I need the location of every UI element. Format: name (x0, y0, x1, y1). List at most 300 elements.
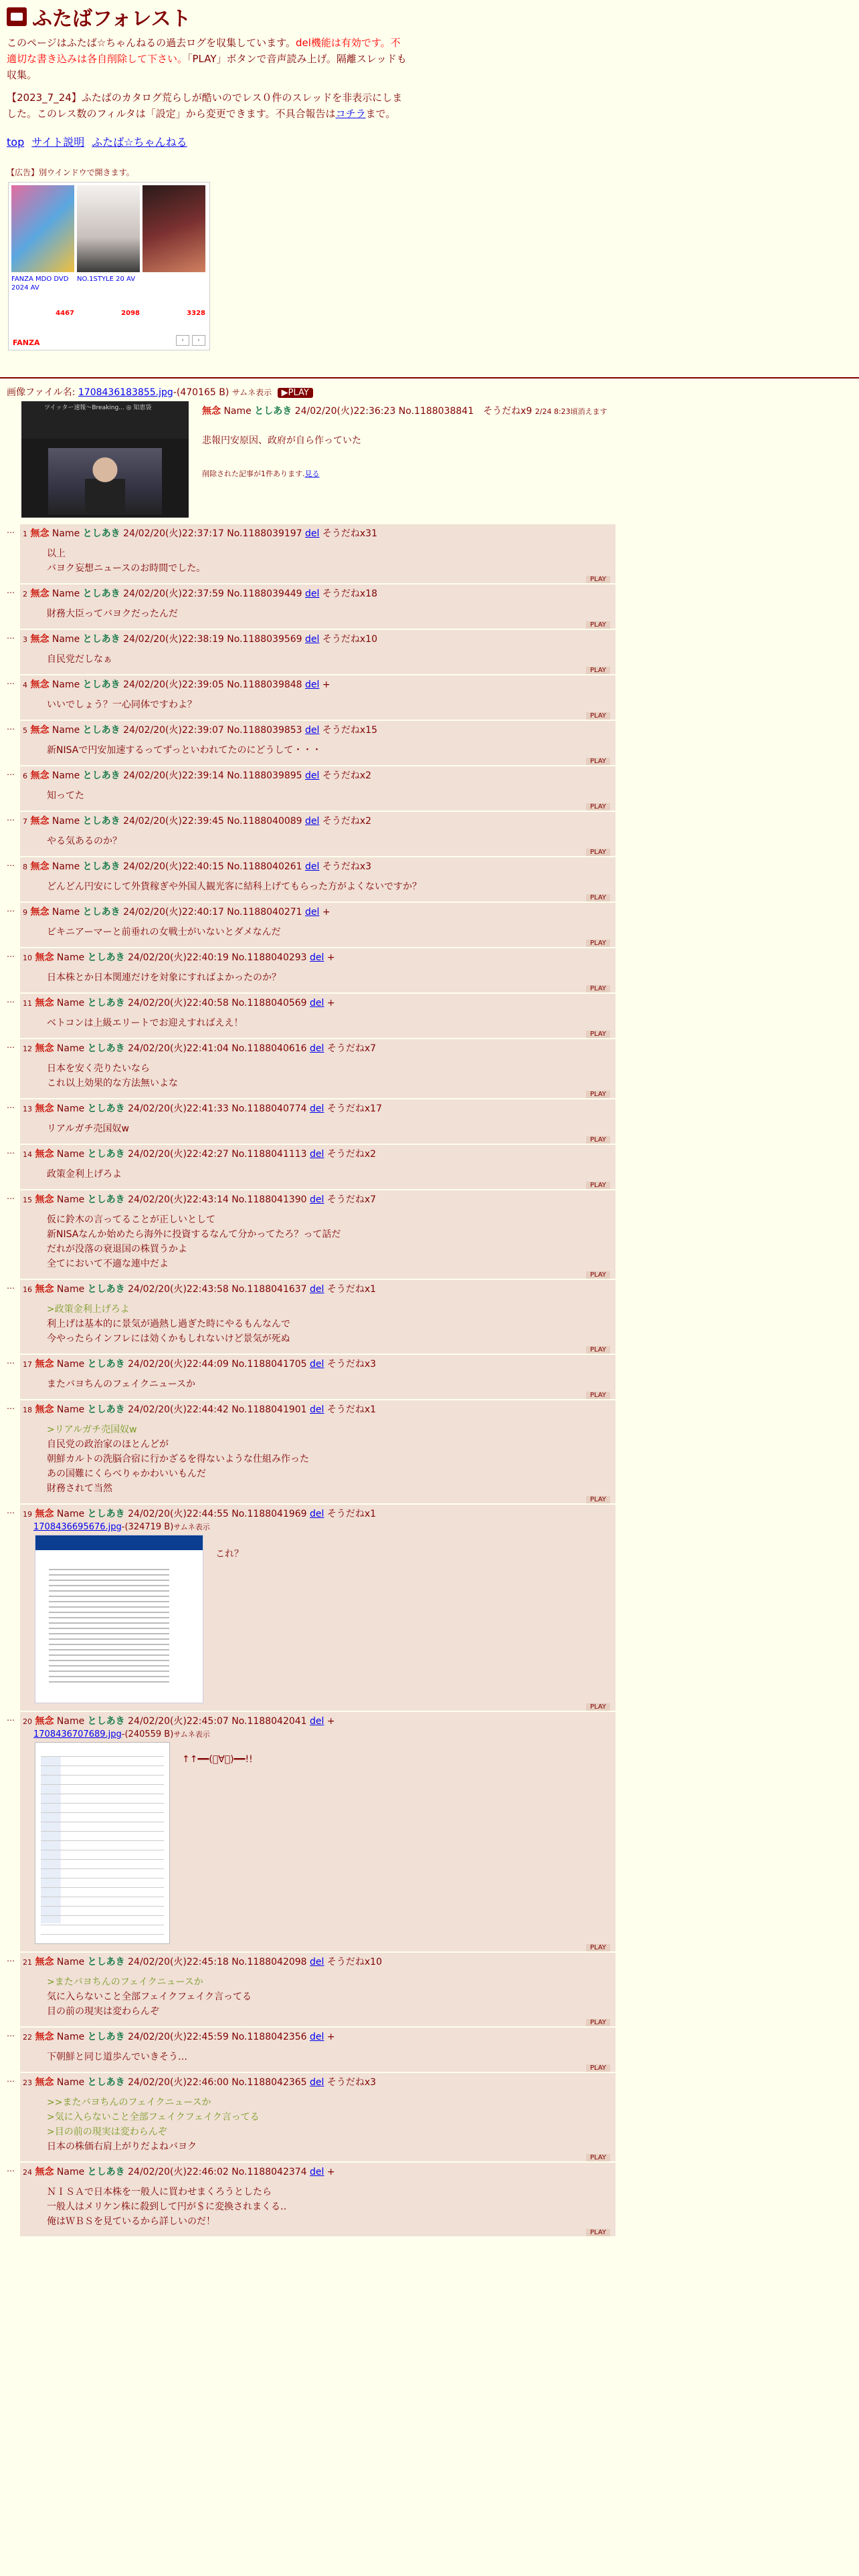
sodane-button[interactable]: + (326, 952, 335, 963)
reply-meta (23, 996, 613, 1010)
top-link[interactable]: top (7, 136, 25, 148)
reply-file-link[interactable]: 1708436695676.jpg (33, 1522, 122, 1532)
play-button[interactable]: PLAY (586, 2229, 610, 2236)
name-label: Name (56, 1043, 85, 1054)
text-line: 以上 (47, 548, 66, 559)
sodane-button[interactable]: そうだねx1 (326, 1509, 377, 1519)
play-button[interactable]: PLAY (586, 576, 610, 583)
reply-subject: 無念 (35, 1284, 54, 1295)
sodane-button[interactable]: + (322, 907, 330, 918)
play-button[interactable]: PLAY (586, 1271, 610, 1279)
reply-meta (23, 1102, 613, 1116)
del-link[interactable]: del (310, 1194, 324, 1205)
name-label: Name (56, 2032, 85, 2042)
text-line: いいでしょう？一心同体ですわよ？ (47, 700, 197, 710)
reply-name: としあき (82, 770, 120, 781)
ad-image[interactable] (142, 185, 205, 272)
play-button[interactable]: PLAY (586, 1944, 610, 1951)
text-line: 目の前の現実は変わらんぞ (47, 2006, 159, 2017)
reply-post (20, 1145, 615, 1189)
ad-count: 3328 (187, 310, 205, 317)
play-button[interactable]: PLAY (586, 1136, 610, 1144)
sodane-button[interactable]: そうだねx10 (326, 1957, 382, 1967)
reply-post (20, 2073, 615, 2161)
play-button[interactable]: PLAY (586, 1182, 610, 1189)
del-link[interactable]: del (305, 588, 320, 599)
del-link[interactable]: del (310, 1284, 324, 1295)
reply-thumbnail[interactable] (35, 1742, 170, 1944)
text-line: バヨク妄想ニュースのお時間でした。 (47, 563, 206, 574)
reply-dots: … (7, 1192, 15, 1201)
sodane-button[interactable]: そうだねx18 (322, 588, 377, 599)
del-link[interactable]: del (310, 1957, 324, 1967)
del-link[interactable]: del (310, 998, 324, 1008)
text-line: 朝鮮カルトの洗脳合宿に行かざるを得ないような仕組み作った (47, 1454, 309, 1465)
name-label: Name (56, 1359, 85, 1370)
reply-meta-text: 24/02/20(火)22:39:45 No.1188040089 (123, 816, 302, 827)
text-line: 一般人はメリケン株に殺到して円が＄に変換されまくる‥ (47, 2202, 287, 2212)
reply-subject: 無念 (35, 1359, 54, 1370)
reply-row (7, 2163, 615, 2236)
reply-text (47, 2095, 613, 2154)
reply-row (7, 524, 615, 583)
reply-play-row (23, 1703, 613, 1711)
site-description-link[interactable]: サイト説明 (31, 136, 85, 148)
reply-meta (23, 527, 613, 541)
reply-post (20, 1712, 615, 1951)
del-link[interactable]: del (305, 679, 320, 690)
text-line: 全てにおいて不適な連中だよ (47, 1259, 169, 1269)
text-line: リアルガチ売国奴w (47, 1123, 129, 1134)
reply-subject: 無念 (35, 1194, 54, 1205)
reply-row (7, 1039, 615, 1098)
reply-meta (23, 860, 613, 874)
reply-subject: 無念 (35, 998, 54, 1008)
reply-text (47, 1302, 613, 1346)
reply-text (47, 1975, 613, 2019)
play-button[interactable]: PLAY (586, 1091, 610, 1098)
play-button[interactable]: PLAY (586, 2064, 610, 2072)
top-links (7, 134, 852, 149)
sodane-button[interactable]: そうだねx7 (326, 1194, 377, 1205)
del-link[interactable]: del (310, 2032, 324, 2042)
reply-side-text: ↑↑━━(ﾟ∀ﾟ)━━!! (182, 1754, 253, 1765)
sodane-button[interactable]: そうだねx17 (326, 1103, 382, 1114)
reply-image-row (35, 1742, 613, 1944)
name-label: Name (56, 1957, 85, 1967)
reply-dots: … (7, 526, 15, 535)
reply-thumbnail[interactable] (35, 1535, 203, 1703)
site-header (0, 0, 859, 350)
sodane-button[interactable]: そうだねx3 (326, 1359, 377, 1370)
reply-subject: 無念 (35, 1149, 54, 1160)
reply-post (20, 2163, 615, 2236)
reply-number: 6 (23, 772, 27, 780)
reply-name: としあき (82, 725, 120, 736)
reply-subject: 無念 (35, 2167, 54, 2177)
text-line: だれが没落の衰退国の株買うかよ (47, 1244, 187, 1255)
reply-play-row (23, 2019, 613, 2026)
reply-subject: 無念 (35, 1509, 54, 1519)
play-button[interactable]: PLAY (586, 712, 610, 720)
play-button[interactable]: PLAY (586, 1703, 610, 1711)
play-button[interactable]: PLAY (586, 849, 610, 856)
name-label: Name (223, 406, 252, 417)
del-link[interactable]: del (305, 725, 320, 736)
sodane-button[interactable]: そうだねx10 (322, 634, 377, 645)
reply-meta-text: 24/02/20(火)22:45:59 No.1188042356 (128, 2032, 307, 2042)
reply-text (47, 546, 613, 576)
reply-number: 22 (23, 2033, 32, 2042)
intro-text-2: 「PLAY」ボタンで音声読み上げ。隔離スレッドも収集。 (7, 53, 407, 81)
del-link[interactable]: del (305, 634, 320, 645)
del-link[interactable]: del (310, 952, 324, 963)
play-button[interactable]: PLAY (586, 758, 610, 765)
text-line: 仮に鈴木の言ってることが正しいとして (47, 1214, 215, 1225)
reply-meta-text: 24/02/20(火)22:43:14 No.1188041390 (128, 1194, 307, 1205)
reply-meta (23, 1193, 613, 1207)
reply-number: 11 (23, 999, 32, 1008)
op-meta-text: 24/02/20(火)22:36:23 No.1188038841 そうだねx9 (294, 406, 533, 417)
reply-dots: … (7, 768, 15, 777)
reply-post (20, 1039, 615, 1098)
logo-row (7, 4, 852, 29)
name-label: Name (52, 528, 80, 539)
reply-subject: 無念 (30, 679, 50, 690)
del-link[interactable]: del (310, 2077, 324, 2088)
play-button[interactable]: PLAY (586, 803, 610, 811)
op-thumbnail[interactable] (21, 401, 189, 518)
reply-row (7, 1400, 615, 1503)
reply-number: 2 (23, 590, 27, 599)
op-text: 悲報円安原因、政府が自ら作っていた (202, 435, 361, 446)
reply-meta (23, 2165, 613, 2179)
op-play-button[interactable]: ▶PLAY (278, 388, 313, 398)
intro-notice: 【2023_7_24】ふたばのカタログ荒らしが酷いのでレス０件のスレッドを非表示にしました。このレス数のフィルタは「設定」から変更できます。不具合報告は (7, 92, 403, 120)
reply-dots: … (7, 2029, 15, 2038)
reply-number: 20 (23, 1717, 32, 1726)
name-label: Name (56, 2167, 85, 2177)
play-button[interactable]: PLAY (586, 2019, 610, 2026)
reply-row (7, 2028, 615, 2072)
sodane-button[interactable]: そうだねx3 (322, 861, 372, 872)
reply-dots: … (7, 1101, 15, 1110)
reply-name: としあき (87, 2077, 125, 2088)
reply-post (20, 766, 615, 811)
file-label: 画像ファイル名: (7, 387, 76, 398)
reply-number: 17 (23, 1360, 32, 1369)
play-button[interactable]: PLAY (586, 1496, 610, 1503)
reply-text (47, 2185, 613, 2229)
name-label: Name (56, 2077, 85, 2088)
play-button[interactable]: PLAY (586, 621, 610, 629)
thumb-toggle[interactable]: サムネ表示 (231, 388, 272, 397)
name-label: Name (52, 588, 80, 599)
text-line: またバヨちんのフェイクニュースか (47, 1379, 196, 1390)
reply-image-row (35, 1535, 613, 1703)
reply-text (47, 607, 613, 621)
reply-meta (23, 678, 613, 692)
reply-meta (23, 1358, 613, 1372)
reply-play-row (23, 1944, 613, 1951)
sodane-button[interactable]: そうだねx7 (326, 1043, 377, 1054)
reply-number: 18 (23, 1406, 32, 1414)
reply-dots: … (7, 1506, 15, 1515)
intro-text: このページはふたば☆ちゃんねるの過去ログを収集しています。 (7, 37, 296, 49)
reply-text (47, 970, 613, 985)
play-button[interactable]: PLAY (586, 1031, 610, 1038)
sodane-button[interactable]: そうだねx1 (326, 1284, 377, 1295)
del-link[interactable]: del (305, 528, 320, 539)
reply-post (20, 903, 615, 947)
reply-post (20, 630, 615, 674)
reply-text (47, 879, 613, 894)
reply-dots: … (7, 1041, 15, 1050)
ad-caption[interactable]: FANZA MDO DVD 2024 AV (11, 276, 69, 292)
text-line: 日本を安く売りたいなら (47, 1063, 150, 1074)
thumb-toggle[interactable]: サムネ表示 (173, 1523, 210, 1531)
text-line: 今やったらインフレには効くかもしれないけど景気が死ぬ (47, 1333, 290, 1344)
del-link[interactable]: del (310, 2167, 324, 2177)
reply-post (20, 1400, 615, 1503)
reply-row (7, 766, 615, 811)
text-line: どんどん円安にして外貨稼ぎや外国人観光客に結科上げてもらった方がよくないですか？ (47, 881, 421, 892)
play-button[interactable]: PLAY (586, 2154, 610, 2161)
sodane-button[interactable]: そうだねx31 (322, 528, 377, 539)
report-link[interactable]: コチラ (335, 108, 366, 120)
reply-play-row (23, 621, 613, 629)
reply-row (7, 1190, 615, 1279)
reply-meta (23, 2076, 613, 2090)
reply-play-row (23, 758, 613, 765)
reply-post (20, 857, 615, 901)
show-deleted-link[interactable]: 見る (304, 469, 320, 478)
reply-subject: 無念 (35, 1043, 54, 1054)
reply-play-row (23, 2154, 613, 2161)
reply-play-row (23, 1496, 613, 1503)
ad-image[interactable] (77, 185, 140, 272)
reply-meta-text: 24/02/20(火)22:40:15 No.1188040261 (123, 861, 302, 872)
reply-dots: … (7, 1713, 15, 1723)
reply-text (47, 2050, 613, 2064)
reply-meta (23, 1715, 613, 1729)
sodane-button[interactable]: そうだねx1 (326, 1404, 377, 1415)
del-link[interactable]: del (305, 907, 320, 918)
sodane-button[interactable]: + (322, 679, 330, 690)
reply-meta (23, 1507, 613, 1521)
ad-prev-icon[interactable]: ‹ (176, 335, 189, 346)
reply-meta (23, 1955, 613, 1969)
reply-row (7, 721, 615, 765)
reply-subject: 無念 (35, 1957, 54, 1967)
reply-subject: 無念 (35, 1716, 54, 1727)
ad-nav (176, 335, 205, 346)
reply-row (7, 994, 615, 1038)
quote-line: >またバヨちんのフェイクニュースか (47, 1977, 203, 1988)
ad-next-icon[interactable]: › (192, 335, 205, 346)
ad-item[interactable] (142, 185, 205, 317)
sodane-button[interactable]: そうだねx15 (322, 725, 377, 736)
ad-label: 【広告】別ウインドウで開きます。 (7, 168, 134, 177)
ad-item[interactable] (77, 185, 140, 317)
reply-meta-text: 24/02/20(火)22:40:17 No.1188040271 (123, 907, 302, 918)
text-line: 俺はＷＢＳを見ているから詳しいのだ！ (47, 2216, 215, 2227)
reply-play-row (23, 803, 613, 811)
reply-name: としあき (87, 1103, 125, 1114)
reply-subject: 無念 (30, 634, 50, 645)
text-line: これ以上効果的な方法無いよな (47, 1078, 178, 1089)
reply-name: としあき (87, 1509, 125, 1519)
reply-meta-text: 24/02/20(火)22:40:19 No.1188040293 (128, 952, 307, 963)
ad-image[interactable] (11, 185, 74, 272)
del-link[interactable]: del (310, 1149, 324, 1160)
reply-dots: … (7, 677, 15, 686)
reply-meta-text: 24/02/20(火)22:44:09 No.1188041705 (128, 1359, 307, 1370)
sodane-button[interactable]: + (326, 1716, 335, 1727)
reply-list (7, 524, 852, 2236)
futaba-link[interactable]: ふたば☆ちゃんねる (92, 136, 187, 148)
reply-number: 21 (23, 1958, 32, 1967)
sodane-button[interactable]: + (326, 998, 335, 1008)
reply-subject: 無念 (30, 588, 50, 599)
play-button[interactable]: PLAY (586, 1346, 610, 1354)
text-line: 財務大臣ってバヨクだったんだ (47, 609, 178, 619)
reply-play-row (23, 667, 613, 674)
reply-play-row (23, 1392, 613, 1399)
reply-name: としあき (87, 1716, 125, 1727)
play-button[interactable]: PLAY (586, 1392, 610, 1399)
reply-dots: … (7, 1356, 15, 1366)
reply-text (47, 788, 613, 803)
ad-banner[interactable] (8, 182, 210, 350)
reply-dots: … (7, 904, 15, 914)
reply-meta (23, 769, 613, 783)
thumb-toggle[interactable]: サムネ表示 (173, 1730, 210, 1739)
reply-name: としあき (82, 861, 120, 872)
site-title[interactable]: ふたばフォレスト (32, 7, 191, 31)
reply-play-row (23, 849, 613, 856)
reply-post (20, 1355, 615, 1399)
reply-name: としあき (87, 1149, 125, 1160)
quote-line: >目の前の現実は変わらんぞ (47, 2127, 167, 2137)
reply-text (47, 1377, 613, 1392)
reply-post (20, 994, 615, 1038)
sodane-button[interactable]: そうだねx3 (326, 2077, 377, 2088)
ad-item[interactable] (11, 185, 74, 317)
reply-subject: 無念 (30, 770, 50, 781)
reply-play-row (23, 1031, 613, 1038)
play-button[interactable]: PLAY (586, 940, 610, 947)
reply-dots: … (7, 631, 15, 641)
name-label: Name (56, 1509, 85, 1519)
reply-dots: … (7, 2164, 15, 2173)
reply-post (20, 2028, 615, 2072)
thumb-header (35, 1535, 203, 1550)
name-label: Name (52, 907, 80, 918)
reply-meta-text: 24/02/20(火)22:43:58 No.1188041637 (128, 1284, 307, 1295)
op-file-size: -(470165 B) (173, 387, 229, 398)
reply-dots: … (7, 1281, 15, 1291)
sodane-button[interactable]: そうだねx2 (322, 770, 372, 781)
op-file-link[interactable]: 1708436183855.jpg (78, 387, 173, 398)
reply-meta-text: 24/02/20(火)22:37:59 No.1188039449 (123, 588, 302, 599)
reply-meta-text: 24/02/20(火)22:45:18 No.1188042098 (128, 1957, 307, 1967)
op-subject: 無念 (202, 406, 221, 417)
reply-subject: 無念 (30, 861, 50, 872)
ad-caption[interactable]: NO.1STYLE 20 AV (77, 276, 136, 283)
intro-del-notice: del機能は有効です。不適切な書き込みは各自削除して下さい。 (7, 37, 401, 65)
del-link[interactable]: del (310, 1509, 324, 1519)
reply-file-line (33, 1729, 613, 1739)
del-link[interactable]: del (310, 1404, 324, 1415)
del-link[interactable]: del (310, 1043, 324, 1054)
reply-meta (23, 724, 613, 738)
text-line: 財務されて当然 (47, 1483, 112, 1494)
reply-meta (23, 1042, 613, 1056)
deleted-note-text: 削除された記事が1件あります. (202, 469, 305, 478)
reply-row (7, 903, 615, 947)
sodane-button[interactable]: + (326, 2032, 335, 2042)
reply-row (7, 1099, 615, 1144)
reply-post (20, 1099, 615, 1144)
text-line: 日本株とか日本関連だけを対象にすればよかったのか？ (47, 972, 281, 983)
reply-name: としあき (87, 1359, 125, 1370)
name-label: Name (52, 861, 80, 872)
sodane-button[interactable]: + (326, 2167, 335, 2177)
play-button[interactable]: PLAY (586, 985, 610, 992)
reply-subject: 無念 (35, 1103, 54, 1114)
reply-row (7, 1505, 615, 1711)
site-logo-icon[interactable] (7, 7, 27, 26)
del-link[interactable]: del (305, 816, 320, 827)
reply-file-size: -(240559 B) (121, 1729, 174, 1739)
text-line: 自民党の政治家のほとんどが (47, 1439, 169, 1450)
text-line: 日本の株価右肩上がりだよねバヨク (47, 2141, 197, 2152)
reply-row (7, 584, 615, 629)
del-link[interactable]: del (310, 1103, 324, 1114)
del-link[interactable]: del (305, 770, 320, 781)
del-link[interactable]: del (310, 1359, 324, 1370)
intro-paragraph-1 (7, 35, 408, 83)
reply-name: としあき (87, 1043, 125, 1054)
reply-subject: 無念 (30, 816, 50, 827)
intro-paragraph-2 (7, 90, 408, 122)
play-button[interactable]: PLAY (586, 894, 610, 901)
sodane-button[interactable]: そうだねx2 (326, 1149, 377, 1160)
sodane-button[interactable]: そうだねx2 (322, 816, 372, 827)
name-label: Name (56, 1404, 85, 1415)
reply-text (47, 1422, 613, 1496)
del-link[interactable]: del (305, 861, 320, 872)
ad-brand-logo: FANZA (13, 338, 40, 347)
reply-name: としあき (82, 588, 120, 599)
name-label: Name (56, 998, 85, 1008)
play-button[interactable]: PLAY (586, 667, 610, 674)
reply-row (7, 1953, 615, 2026)
reply-dots: … (7, 859, 15, 868)
text-line: 下朝鮮と同じ道歩んでいきそう… (47, 2052, 187, 2062)
text-line: ＮＩＳＡで日本株を一般人に買わせまくろうとしたら (47, 2187, 272, 2197)
op-file-line (7, 385, 852, 399)
reply-meta-text: 24/02/20(火)22:42:27 No.1188041113 (128, 1149, 307, 1160)
reply-meta (23, 2030, 613, 2044)
reply-meta-text: 24/02/20(火)22:39:07 No.1188039853 (123, 725, 302, 736)
reply-file-link[interactable]: 1708436707689.jpg (33, 1729, 122, 1739)
ad-caption[interactable] (142, 275, 205, 310)
reply-number: 23 (23, 2078, 32, 2087)
del-link[interactable]: del (310, 1716, 324, 1727)
reply-number: 12 (23, 1045, 32, 1053)
